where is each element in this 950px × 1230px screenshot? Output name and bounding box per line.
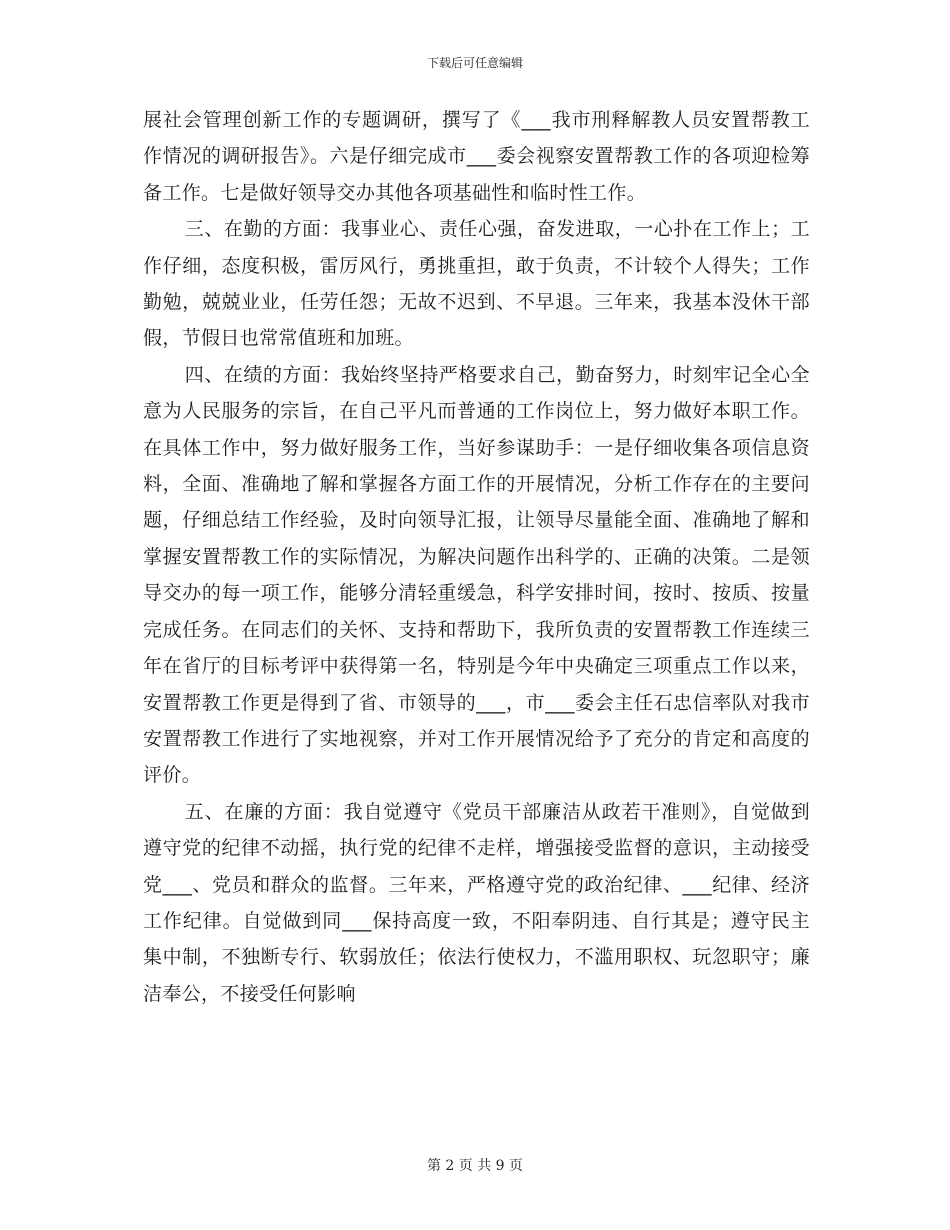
- page-number-footer: 第 2 页 共 9 页: [426, 1158, 524, 1174]
- paragraph-integrity: 五、在廉的方面：我自觉遵守《党员干部廉洁从政若干准则》，自觉做到遵守党的纪律不动摇，执行党的纪律不走样，增强接受监督的意识，主动接受党___、党员和群众的监督。三年来，严格遵守党的政治纪律、___纪律、经济工作纪律。自觉做到同___保持高度一致，不阳奉阴违、自行其是；遵守民主集中制，不独断专行、软弱放任；依法行使权力，不滥用职权、玩忽职守；廉洁奉公，不接受任何影响: [143, 800, 810, 1005]
- paragraph-continuation: 展社会管理创新工作的专题调研，撰写了《___我市刑释解教人员安置帮教工作情况的调研报告》。六是仔细完成市___委会视察安置帮教工作的各项迎检筹备工作。七是做好领导交办其他各项基础性和临时性工作。: [143, 109, 810, 204]
- paragraph-diligence: 三、在勤的方面：我事业心、责任心强，奋发进取，一心扑在工作上；工作仔细，态度积极，雷厉风行，勇挑重担，敢于负责，不计较个人得失；工作勤勉，兢兢业业，任劳任怨；无故不迟到、不早退。三年来，我基本没休干部假，节假日也常常值班和加班。: [143, 218, 810, 350]
- page-header: 下载后可任意编辑: [426, 56, 523, 70]
- paragraph-performance: 四、在绩的方面：我始终坚持严格要求自己，勤奋努力，时刻牢记全心全意为人民服务的宗旨，在自己平凡而普通的工作岗位上，努力做好本职工作。在具体工作中，努力做好服务工作，当好参谋助手：一是仔细收集各项信息资料，全面、准确地了解和掌握各方面工作的开展情况，分析工作存在的主要问题，仔细总结工作经验，及时向领导汇报，让领导尽量能全面、准确地了解和掌握安置帮教工作的实际情况，为解决问题作出科学的、正确的决策。二是领导交办的每一项工作，能够分清轻重缓急，科学安排时间，按时、按质、按量完成任务。在同志们的关怀、支持和帮助下，我所负责的安置帮教工作连续三年在省厅的目标考评中获得第一名，特别是今年中央确定三项重点工作以来，安置帮教工作更是得到了省、市领导的___，市___委会主任石忠信率队对我市安置帮教工作进行了实地视察，并对工作开展情况给予了充分的肯定和高度的评价。: [143, 363, 810, 787]
- document-body: [143, 102, 810, 1012]
